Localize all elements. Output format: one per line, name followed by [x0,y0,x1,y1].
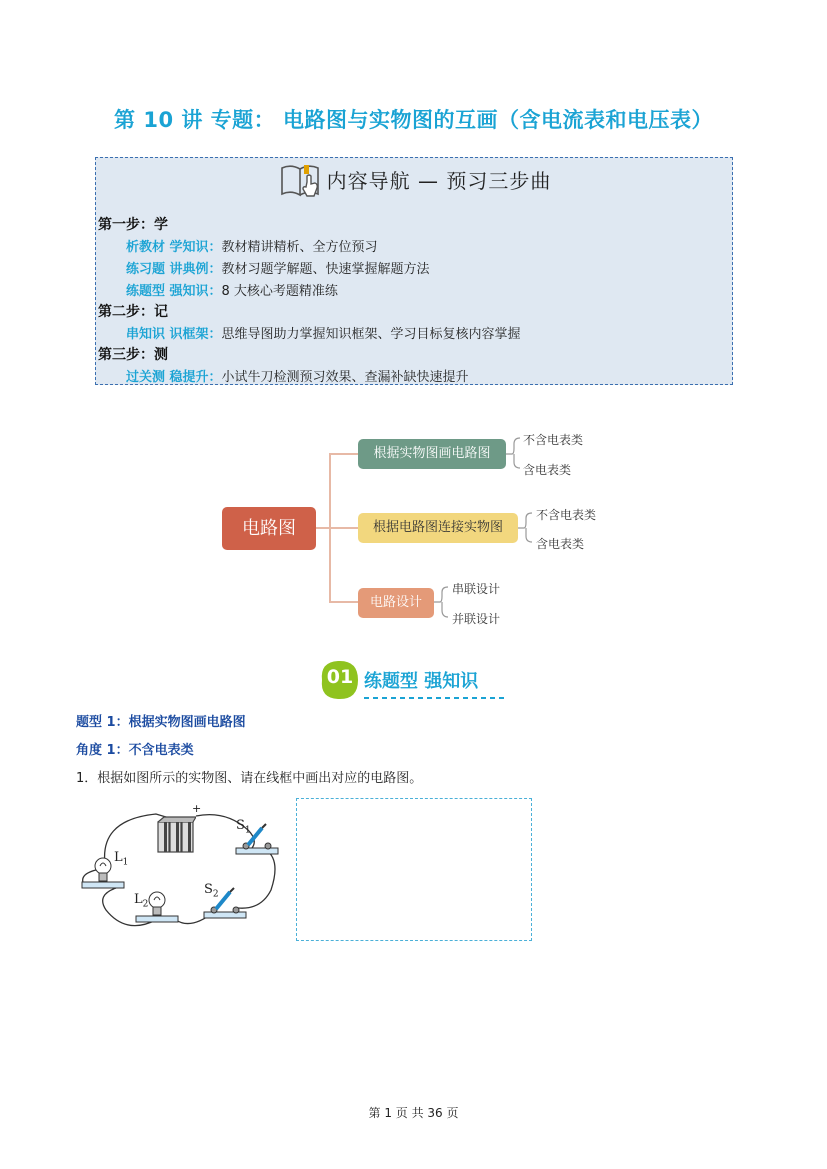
question-type-heading: 题型 1：根据实物图画电路图 [76,715,246,730]
mindmap-branch-label: 电路设计 [369,595,422,610]
switch-s2-label: $S_2$ [204,882,219,900]
step-item-text: 教材习题学解题、快速掌握解题方法 [221,262,430,277]
mindmap-root-label: 电路图 [242,518,296,539]
circuit-figure [76,800,286,940]
mindmap-root [222,507,316,550]
mindmap-leaf: 不含电表类 [536,508,597,522]
step-item-key: 串知识 识框架： [126,327,222,342]
page-footer: 第 1 页 共 36 页 [368,1106,459,1120]
lamp-l1-label: $L_1$ [114,850,129,868]
step-item-text: 思维导图助力掌握知识框架、学习目标复核内容掌握 [221,327,521,342]
step-one-label: 第一步：学 [98,217,168,233]
section-header [318,658,518,702]
mindmap-leaf: 含电表类 [523,463,572,477]
step-item-text: 8 大核心考题精准练 [221,284,338,299]
step-two-label: 第二步：记 [98,304,168,320]
mindmap-branch [358,513,518,543]
mindmap-branch [358,439,506,469]
step-three-label: 第三步：测 [98,347,168,363]
answer-drawing-box[interactable] [296,798,532,941]
step-item-key: 练习题 讲典例： [126,262,222,277]
step-item-key: 练题型 强知识： [126,284,222,299]
section-number: 01 [326,666,354,688]
mindmap-leaf: 含电表类 [536,537,585,551]
question-angle-heading: 角度 1：不含电表类 [76,743,194,758]
mindmap-leaf: 串联设计 [452,582,501,596]
mindmap-leaf: 不含电表类 [523,433,584,447]
mindmap-branch [358,588,434,618]
navigation-heading: 内容导航 — 预习三步曲 [326,169,552,193]
step-item-key: 过关测 稳提升： [126,370,222,385]
mindmap-leaf: 并联设计 [452,612,501,626]
step-item-text: 教材精讲精析、全方位预习 [221,240,378,255]
mindmap-branch-label: 根据电路图连接实物图 [372,520,503,535]
step-item-key: 析教材 学知识： [126,240,222,255]
question-text: 1．根据如图所示的实物图、请在线框中画出对应的电路图。 [76,771,423,786]
mindmap-branch-label: 根据实物图画电路图 [373,446,491,461]
lamp-l2-label: $L_2$ [134,892,149,910]
page-title: 第 10 讲 专题： 电路图与实物图的互画（含电流表和电压表） [114,108,713,132]
switch-s1-label: $S_1$ [236,818,251,836]
battery-icon [156,814,196,854]
step-item-text: 小试牛刀检测预习效果、查漏补缺快速提升 [221,370,469,385]
battery-plus-label: + [192,802,202,815]
section-label: 练题型 强知识 [364,671,479,692]
